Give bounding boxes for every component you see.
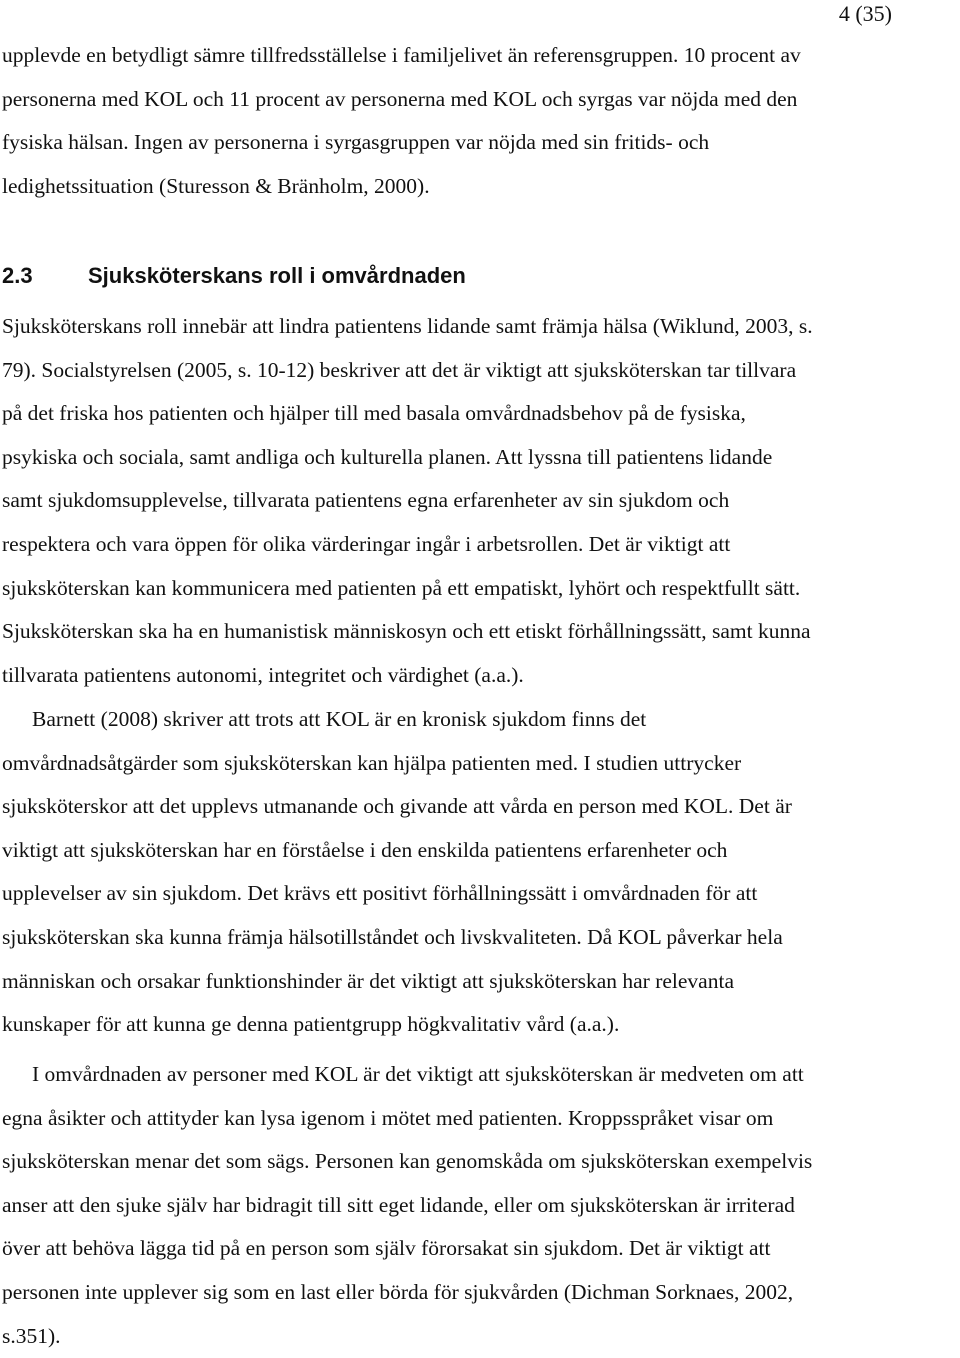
text-line: psykiska och sociala, samt andliga och kulturella planen. Att lyssna till patientens lidande [2,444,773,469]
text-line: I omvårdnaden av personer med KOL är det viktigt att sjuksköterskan är medveten om att [32,1062,804,1086]
text-line: sjuksköterskan ska kunna främja hälsotillståndet och livskvaliteten. Då KOL påverkar hela [2,924,783,949]
text-line: kunskaper för att kunna ge denna patientgrupp högkvalitativ vård (a.a.). [2,1012,620,1037]
page-number: 4 (35) [838,1,892,26]
paragraph-2 [2,305,957,697]
text-line: människan och orsakar funktionshinder är det viktigt att sjuksköterskan har relevanta [2,968,734,993]
paragraph-4 [2,1053,957,1358]
text-line: sjuksköterskan kan kommunicera med patienten på ett empatiskt, lyhört och respektfullt sätt. [2,575,801,600]
paragraph-3 [2,698,957,1047]
text-line: personen inte upplever sig som en last eller börda för sjukvården (Dichman Sorknaes, 2002, [2,1279,794,1304]
text-line: ledighetssituation (Sturesson & Bränholm, 2000). [2,173,430,198]
text-line: anser att den sjuke själv har bidragit till sitt eget lidande, eller om sjuksköterskan är irriterad [2,1192,795,1217]
text-line: personerna med KOL och 11 procent av personerna med KOL och syrgas var nöjda med den [2,86,798,111]
text-line: egna åsikter och attityder kan lysa igenom i mötet med patienten. Kroppsspråket visar om [2,1105,774,1130]
text-line: Sjuksköterskan ska ha en humanistisk människosyn och ett etiskt förhållningssätt, samt kunna [2,619,811,644]
section-heading [2,258,466,294]
text-line: omvårdnadsåtgärder som sjuksköterskan kan hjälpa patienten med. I studien uttrycker [2,750,742,775]
text-line: upplevelser av sin sjukdom. Det krävs ett positivt förhållningssätt i omvårdnaden för att [2,881,758,906]
text-line: sjuksköterskor att det upplevs utmanande och givande att vårda en person med KOL. Det är [2,794,792,819]
text-line: Barnett (2008) skriver att trots att KOL är en kronisk sjukdom finns det [32,707,647,731]
section-title: Sjuksköterskans roll i omvårdnaden [88,263,466,288]
text-line: s.351). [2,1323,61,1348]
text-line: viktigt att sjuksköterskan har en förståelse i den enskilda patientens erfarenheter och [2,837,728,862]
text-line: över att behöva lägga tid på en person som själv förorsakat sin sjukdom. Det är viktigt att [2,1236,771,1261]
text-line: fysiska hälsan. Ingen av personerna i syrgasgruppen var nöjda med sin fritids- och [2,130,710,155]
section-number: 2.3 [2,263,33,288]
text-line: på det friska hos patienten och hjälper till med basala omvårdnadsbehov på de fysiska, [2,401,746,426]
text-line: upplevde en betydligt sämre tillfredsställelse i familjelivet än referensgruppen. 10 procent av [2,43,801,67]
text-line: samt sjukdomsupplevelse, tillvarata patientens egna erfarenheter av sin sjukdom och [2,488,730,513]
paragraph-1 [2,34,957,208]
text-line: tillvarata patientens autonomi, integritet och värdighet (a.a.). [2,662,524,687]
text-line: 79). Socialstyrelsen (2005, s. 10-12) beskriver att det är viktigt att sjuksköterskan tar tillvara [2,357,797,382]
text-line: Sjuksköterskans roll innebär att lindra patientens lidande samt främja hälsa (Wiklund, 2003, s. [2,314,813,338]
text-line: respektera och vara öppen för olika värderingar ingår i arbetsrollen. Det är viktigt att [2,531,731,556]
text-line: sjuksköterskan menar det som sägs. Personen kan genomskåda om sjuksköterskan exempelvis [2,1149,813,1174]
